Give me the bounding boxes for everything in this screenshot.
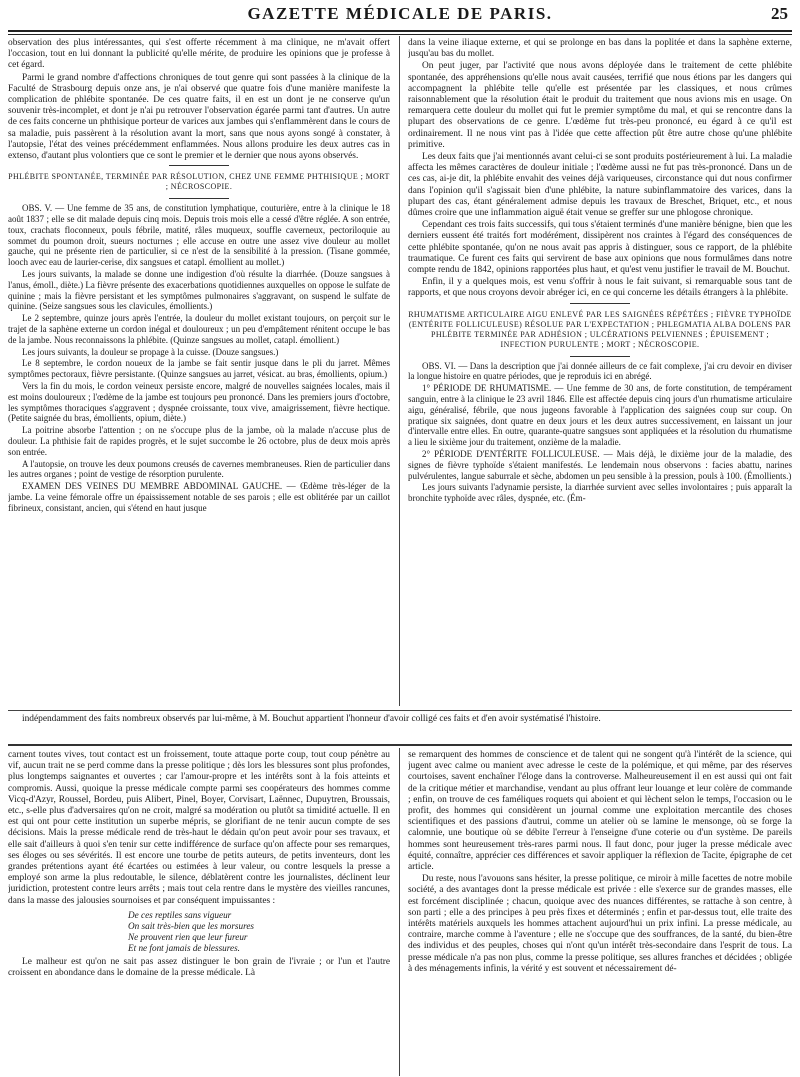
paragraph: EXAMEN DES VEINES DU MEMBRE ABDOMINAL GAUCHE. — Œdème très-léger de la jambe. La veine fémorale offre un épaississement notable de ses parois ; elle est oblitérée par un caillot fibrineux, consistant, ancien, qui s'étend en haut jusque bbox=[8, 481, 390, 513]
newspaper-page bbox=[8, 0, 792, 1077]
section-divider bbox=[169, 165, 229, 166]
verse-line: On sait très-bien que les morsures bbox=[128, 920, 254, 931]
paragraph: indépendamment des faits nombreux observés par lui-même, à M. Bouchut appartient l'honneur d'avoir colligé ces faits et d'en avoir systématisé l'histoire. bbox=[22, 714, 601, 724]
header-rule-thin bbox=[8, 34, 792, 35]
verse-quotation bbox=[128, 910, 390, 954]
case-subheading: PHLÉBITE SPONTANÉE, TERMINÉE PAR RÉSOLUTION, CHEZ UNE FEMME PHTHISIQUE ; MORT ; NÉCROSCOPIE. bbox=[8, 172, 390, 192]
paragraph: 1° PÉRIODE DE RHUMATISME. — Une femme de 30 ans, de forte constitution, de tempérament sanguin, entre à la clinique le 23 avril 1846. Elle est affectée depuis cinq jours d'un rhumatisme articulaire aigu, généralisé, fébrile, que nous jugeons favorable à l'application des saignées coup sur coup. On pratique six saignées, dont quatre en deux jours et les deux autres successivement, en laissant un jour d'intervalle entre elles. En outre, quarante-quatre sangsues sont appliquées et la résolution du rhumatisme a lieu le sixième jour du traitement, onzième de la maladie. bbox=[408, 383, 792, 448]
paragraph: 2° PÉRIODE D'ENTÉRITE FOLLICULEUSE. — Mais déjà, le dixième jour de la maladie, des signes de fièvre typhoïde s'étaient manifestés. Le lendemain nous observons : facies abattu, narines pulvérulentes, langue saburrale et sèche, abdomen un peu sensible à la pression, pouls à 100. (Émollients.) bbox=[408, 449, 792, 481]
paragraph: Les jours suivants, la malade se donne une indigestion d'où résulte la diarrhée. (Douze sangsues à l'anus, émoll., diète.) La fièvre présente des exacerbations quotidiennes auxquelles on oppose le sulfate de quinine ; mais la fièvre persistant et les symptômes pulmonaires s'aggravant, on suspend le sulfate de quinine. (Seize sangsues sous les clavicules, émollients.) bbox=[8, 269, 390, 312]
upper-left-column bbox=[8, 38, 390, 706]
paragraph: Du reste, nous l'avouons sans hésiter, la presse politique, ce miroir à mille facettes de notre mobile société, a des avantages dont la presse médicale est privée : elle s'exerce sur de grandes masses, elle est forcément disciplinée ; chacun, quoique avec des nuances différentes, se rattache à son centre, à son parti ; elle a des principes à peu près fixes et déterminés ; enfin et par-dessus tout, elle traite des intérêts matériels auxquels les hommes attachent aujourd'hui un prix infini. La presse médicale, au contraire, marche comme à l'aventure ; elle ne s'occupe que des souffrances, de la santé, du bien-être des individus et des peuples, choses qui n'ont qu'un intérêt très-secondaire dans l'esprit de tous. La presse médicale n'a pas non plus, comme la presse politique, ses allures franches et décidées ; obligée à des ménagements infinis, la vérité y est souvent et nécessairement dé- bbox=[408, 874, 792, 974]
horizontal-rule bbox=[8, 710, 792, 711]
paragraph: Le malheur est qu'on ne sait pas assez distinguer le bon grain de l'ivraie ; or l'un et l'autre croissent en abondance dans le domaine de la presse médicale. Là bbox=[8, 956, 390, 979]
paragraph: Parmi le grand nombre d'affections chroniques de tout genre qui sont passées à la clinique de la Faculté de Strasbourg depuis onze ans, je n'ai observé que quatre fois d'une manière manifeste la complication de phlébite spontanée. De ces quatre faits, il en est un dont je ne conserve qu'un souvenir très-incomplet, et dont je n'ai pu retrouver l'observation égarée parmi tant d'autres. Un autre de ces faits concerne un phthisique porteur de varices aux jambes qui s'enflammèrent dans le cours de sa maladie, puis passèrent à la résolution avant la mort, sans que nous ayons songé à constater, à l'autopsie, l'état des veines précédemment enflammées. Nous allons produire les deux autres cas in extenso, d'autant plus volontiers que ce sont le premier et le dernier que nous ayons observés. bbox=[8, 72, 390, 162]
paragraph: Cependant ces trois faits successifs, qui tous s'étaient terminés d'une manière bénigne, bien que les derniers eussent été traités fort modérément, dissipèrent nos craintes à l'égard des conséquences de cette phlébite spontanée, qu'on ne nous avait pas appris à distinguer, sous ce rapport, de la phlébite traumatique. Ce furent ces faits qui servirent de base aux opinions que nous formulâmes dans notre compte rendu de 1842, opinions rapportées plus haut, et qu'est venu justifier le travail de M. Bouchut. bbox=[408, 220, 792, 276]
section-divider bbox=[570, 356, 630, 357]
paragraph: On peut juger, par l'activité que nous avons déployée dans le traitement de cette phlébite spontanée, des appréhensions qu'elle nous avait causées, terrifié que nous étions par les dangers qui accompagnent la phlébite telle qu'elle est présentée par les classiques, et nous crûmes raisonnablement que la résolution était le produit du traitement que nous avions mis en usage. On remarquera cette douleur du mollet qui fut le premier symptôme du mal, et qui se rencontre dans la plupart des observations de ce genre. L'œdème fut très-peu prononcé, eu égard à ce qu'il est ordinairement. Il ne nous vint pas à l'idée que cette affection pût être autre chose qu'une phlébite primitive. bbox=[408, 61, 792, 150]
lower-left-column bbox=[8, 750, 390, 1076]
full-width-paragraph bbox=[8, 714, 792, 740]
page-header bbox=[8, 0, 792, 30]
verse-line: Ne prouvent rien que leur fureur bbox=[128, 931, 248, 942]
verse-line: Et ne font jamais de blessures. bbox=[128, 942, 240, 953]
paragraph: Enfin, il y a quelques mois, est venu s'offrir à nous le fait suivant, si remarquable sous tant de rapports, et que nous croyons devoir abréger ici, en ce qui concerne les détails étrangers à la phlébite. bbox=[408, 277, 792, 299]
case-subheading: RHUMATISME ARTICULAIRE AIGU ENLEVÉ PAR LES SAIGNÉES RÉPÉTÉES ; FIÈVRE TYPHOÏDE (ENTÉRITE FOLLICULEUSE) RÉSOLUE PAR L'EXPECTATION ; PHLEGMATIA ALBA DOLENS PAR PHLÉBITE TERMINÉE PAR ADHÉSION ; ULCÉRATIONS PELVIENNES ; ÉPUISEMENT ; INFECTION PURULENTE ; MORT ; NÉCROSCOPIE. bbox=[408, 309, 792, 349]
paragraph: dans la veine iliaque externe, et qui se prolonge en bas dans la poplitée et dans la saphène externe, jusqu'au bas du mollet. bbox=[408, 38, 792, 60]
section-divider bbox=[169, 198, 229, 199]
lower-right-column bbox=[408, 750, 792, 1076]
paragraph: La poitrine absorbe l'attention ; on ne s'occupe plus de la jambe, où la malade n'accuse plus de douleur. La phthisie fait de rapides progrès, et le sujet succombe le 26 octobre, plus de deux mois après son entrée. bbox=[8, 425, 390, 457]
verse-line: De ces reptiles sans vigueur bbox=[128, 909, 232, 920]
paragraph: Les jours suivants l'adynamie persiste, la diarrhée survient avec selles involontaires ; puis apparaît la bronchite typhoïde avec râles, dyspnée, etc. (Ém- bbox=[408, 482, 792, 504]
journal-title: GAZETTE MÉDICALE DE PARIS. bbox=[247, 4, 553, 23]
paragraph: Le 8 septembre, le cordon noueux de la jambe se fait sentir jusque dans le pli du jarret. Mêmes symptômes pectoraux, fièvre persistante. (Quinze sangsues au jarret, vésicat. au bras, émollients, opium.) bbox=[8, 358, 390, 380]
page-number: 25 bbox=[771, 4, 788, 23]
paragraph: Les deux faits que j'ai mentionnés avant celui-ci se sont produits postérieurement à lui. La maladie affecta les mêmes caractères de douleur initiale ; l'œdème aussi ne fut pas très-prononcé. Dans un de ces cas, ai-je dit, la phlébite envahit des veines déjà variqueuses, circonstance qui dut nous confirmer dans l'opinion qu'il s'agissait bien d'une phlébite, la nature subinflammatoire des varices, dans la plupart des cas, étant généralement admise depuis les travaux de Breschet, Briquet, etc., et nous dûmes croire que une inflammation aiguë était venue se greffer sur une phlogose chronique. bbox=[408, 152, 792, 219]
header-rule bbox=[8, 30, 792, 32]
feuilleton-rule bbox=[8, 744, 792, 746]
paragraph: OBS. V. — Une femme de 35 ans, de constitution lymphatique, couturière, entre à la clinique le 18 août 1837 ; elle se dit malade depuis cinq mois. Depuis trois mois elle a cessé d'être réglée. A son entrée, toux, crachats floconneux, pouls fébrile, matité, râles muqueux, souffle caverneux, pectoriloquie au sommet du poumon droit, sueurs nocturnes ; elle accuse en outre une assez vive douleur au mollet gauche, qui ne présente rien de particulier, si ce n'est de la sensibilité à la pression. (Tisane gommée, looch avec eau de laurier-cerise, dix sangsues et catapl. émollient au mollet.) bbox=[8, 203, 390, 268]
paragraph: observation des plus intéressantes, qui s'est offerte récemment à ma clinique, ne m'avait offert l'occasion, tout en lui donnant la publicité qu'elle mérite, de produire les opinions que je professe à cet égard. bbox=[8, 38, 390, 71]
paragraph: se remarquent des hommes de conscience et de talent qui ne songent qu'à l'intérêt de la science, qui jugent avec calme ou manient avec adresse le ceste de la polémique, et qui même, par des réserves courtoises, savent enchaîner l'éloge dans la controverse. Malheureusement il en est aussi qui ont fait de la critique métier et marchandise, vendant au plus offrant leur louange et leur colère de commande ; enfin, on trouve de ces faméliques roquets qui aboient et qui lèchent selon le temps, l'occasion ou le profit, des hommes qui considèrent un journal comme une exploitation mercantile des choses scientifiques et des passions d'autrui, comme un atelier où se lamine le mensonge, où se forge la calomnie, une boutique où se débite l'erreur à l'enseigne d'une coterie ou d'un système. De pareils hommes sont heureusement très-rares parmi nous. Il faut donc, pour juger la presse médicale avec équité, connaître, apprécier ces différences et savoir appliquer la réflexion de Tacite, épigraphe de cet article. bbox=[408, 750, 792, 873]
upper-right-column bbox=[408, 38, 792, 706]
section-divider bbox=[570, 303, 630, 304]
column-divider bbox=[399, 748, 400, 1076]
paragraph: Les jours suivants, la douleur se propage à la cuisse. (Douze sangsues.) bbox=[22, 346, 279, 357]
paragraph: OBS. VI. — Dans la description que j'ai donnée ailleurs de ce fait complexe, j'ai cru devoir en diviser la longue histoire en quatre périodes, que je reproduis ici en abrégé. bbox=[408, 360, 792, 382]
paragraph: A l'autopsie, on trouve les deux poumons creusés de cavernes membraneuses. Rien de particulier dans les autres organes ; point de vestige de résorption purulente. bbox=[8, 458, 390, 480]
paragraph: Le 2 septembre, quinze jours après l'entrée, la douleur du mollet existant toujours, on perçoit sur le trajet de la saphène externe un cordon inégal et douloureux ; un peu d'empâtement rénitent occupe le bas de la jambe. Nous reconnaissons la phlébite. (Quinze sangsues au mollet, catapl. émollient.) bbox=[8, 313, 390, 345]
paragraph: carnent toutes vives, tout contact est un froissement, toute attaque porte coup, tout coup pénètre au vif, aucun trait ne se perd comme dans la presse politique ; dès lors les blessures sont plus profondes, plus longtemps saignantes et ouvertes ; car l'amour-propre et les intérêts sont à la fois atteints et compromis. Aussi, quoique la presse médicale compte parmi ses coopérateurs des hommes comme Vicq-d'Azyr, Roussel, Bordeu, puis Alibert, Pinel, Boyer, Corvisart, Laënnec, Dupuytren, Broussais, etc., s-elle plus d'adversaires qu'on ne croit, malgré sa modération ou plutôt sa timidité actuelle. Il en est qui ont pour cette institution un superbe mépris, se glorifiant de ne tenir aucun compte de ses décisions. Mais la presse médicale rend de très-haut le dédain qu'on peut avoir pour ses travaux, et elle sait d'ailleurs à quoi s'en tenir sur cette indifférence de surface qu'on affecte pour ses remarques, ses éloges ou ses sévérités. Il est encore une tourbe de petits auteurs, de petits inventeurs, dont les grandes prétentions ayant été écartées ou estimées à leur valeur, ou contre lesquels la presse a employé son arme la plus redoutable, le silence, déblatèrent contre les journalistes, déclinent leur juridiction, protestent contre leurs arrêts ; mais tout cela rentre dans le mystère des vieilles rancunes, dans la masse des jalousies sournoises et par conséquent impuissantes : bbox=[8, 750, 390, 906]
column-divider bbox=[399, 36, 400, 706]
paragraph: Vers la fin du mois, le cordon veineux persiste encore, malgré de nouvelles saignées locales, mais il est moins douloureux ; l'œdème de la jambe est toujours peu prononcé. Dans les premiers jours d'octobre, les symptômes thoraciques s'aggravent ; dyspnée croissante, toux vive, amaigrissement, fièvre hectique. (Petite saignée du bras, émollients, opium, diète.) bbox=[8, 380, 390, 424]
